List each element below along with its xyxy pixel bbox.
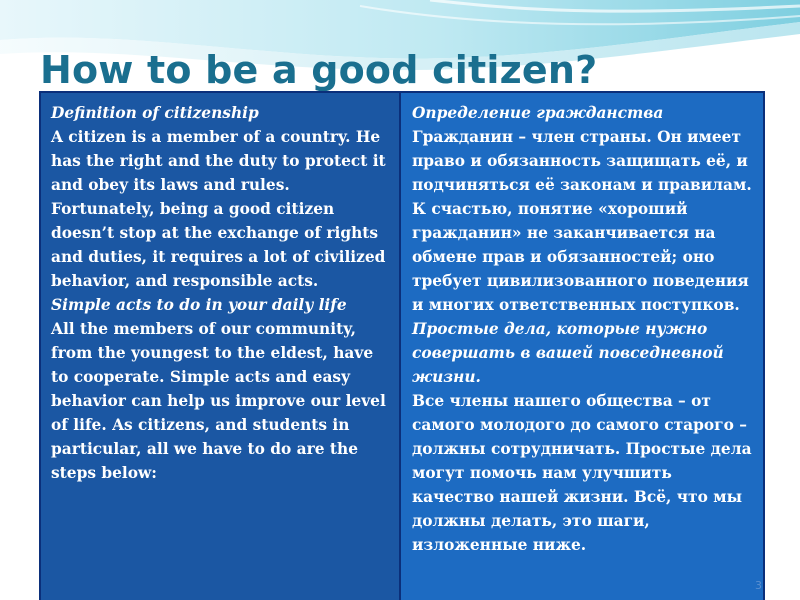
slide-title: How to be a good citizen? — [40, 48, 598, 92]
definition-text-ru: Гражданин – член страны. Он имеет право и обязанность защищать её, и подчиняться её законам и правилам. К счастью, понятие «хороший гражданин» не заканчивается на обмене прав и обязанностей; оно требует цивилизованного поведения и многих ответственных поступков. — [412, 128, 752, 314]
fortunately-text: Fortunately, being a good citizen doesn’t stop at the exchange of rights and duties, it requires a lot of civilized behavior, and responsible acts. — [51, 200, 386, 290]
community-text: All the members of our community, from the youngest to the eldest, have to cooperate. Simple acts and easy behavior can help us improve our level of life. As citizens, and students in particular, all we have to do are the steps below: — [51, 320, 386, 482]
daily-life-heading-ru: Простые дела, которые нужно совершать в вашей повседневной жизни. — [412, 320, 724, 386]
daily-life-heading: Simple acts to do in your daily life — [51, 296, 347, 314]
russian-column — [401, 93, 763, 600]
definition-heading: Definition of citizenship — [51, 104, 259, 122]
slide-number: 3 — [755, 579, 762, 592]
definition-text: A citizen is a member of a country. He has the right and the duty to protect it and obey its laws and rules. — [51, 128, 386, 194]
definition-heading-ru: Определение гражданства — [412, 104, 664, 122]
content-table — [40, 92, 764, 600]
english-column — [41, 93, 399, 600]
community-text-ru: Все члены нашего общества – от самого молодого до самого старого – должны сотрудничать. Простые дела могут помочь нам улучшить качество нашей жизни. Всё, что мы должны делать, это шаги, изложенные ниже. — [412, 392, 752, 554]
